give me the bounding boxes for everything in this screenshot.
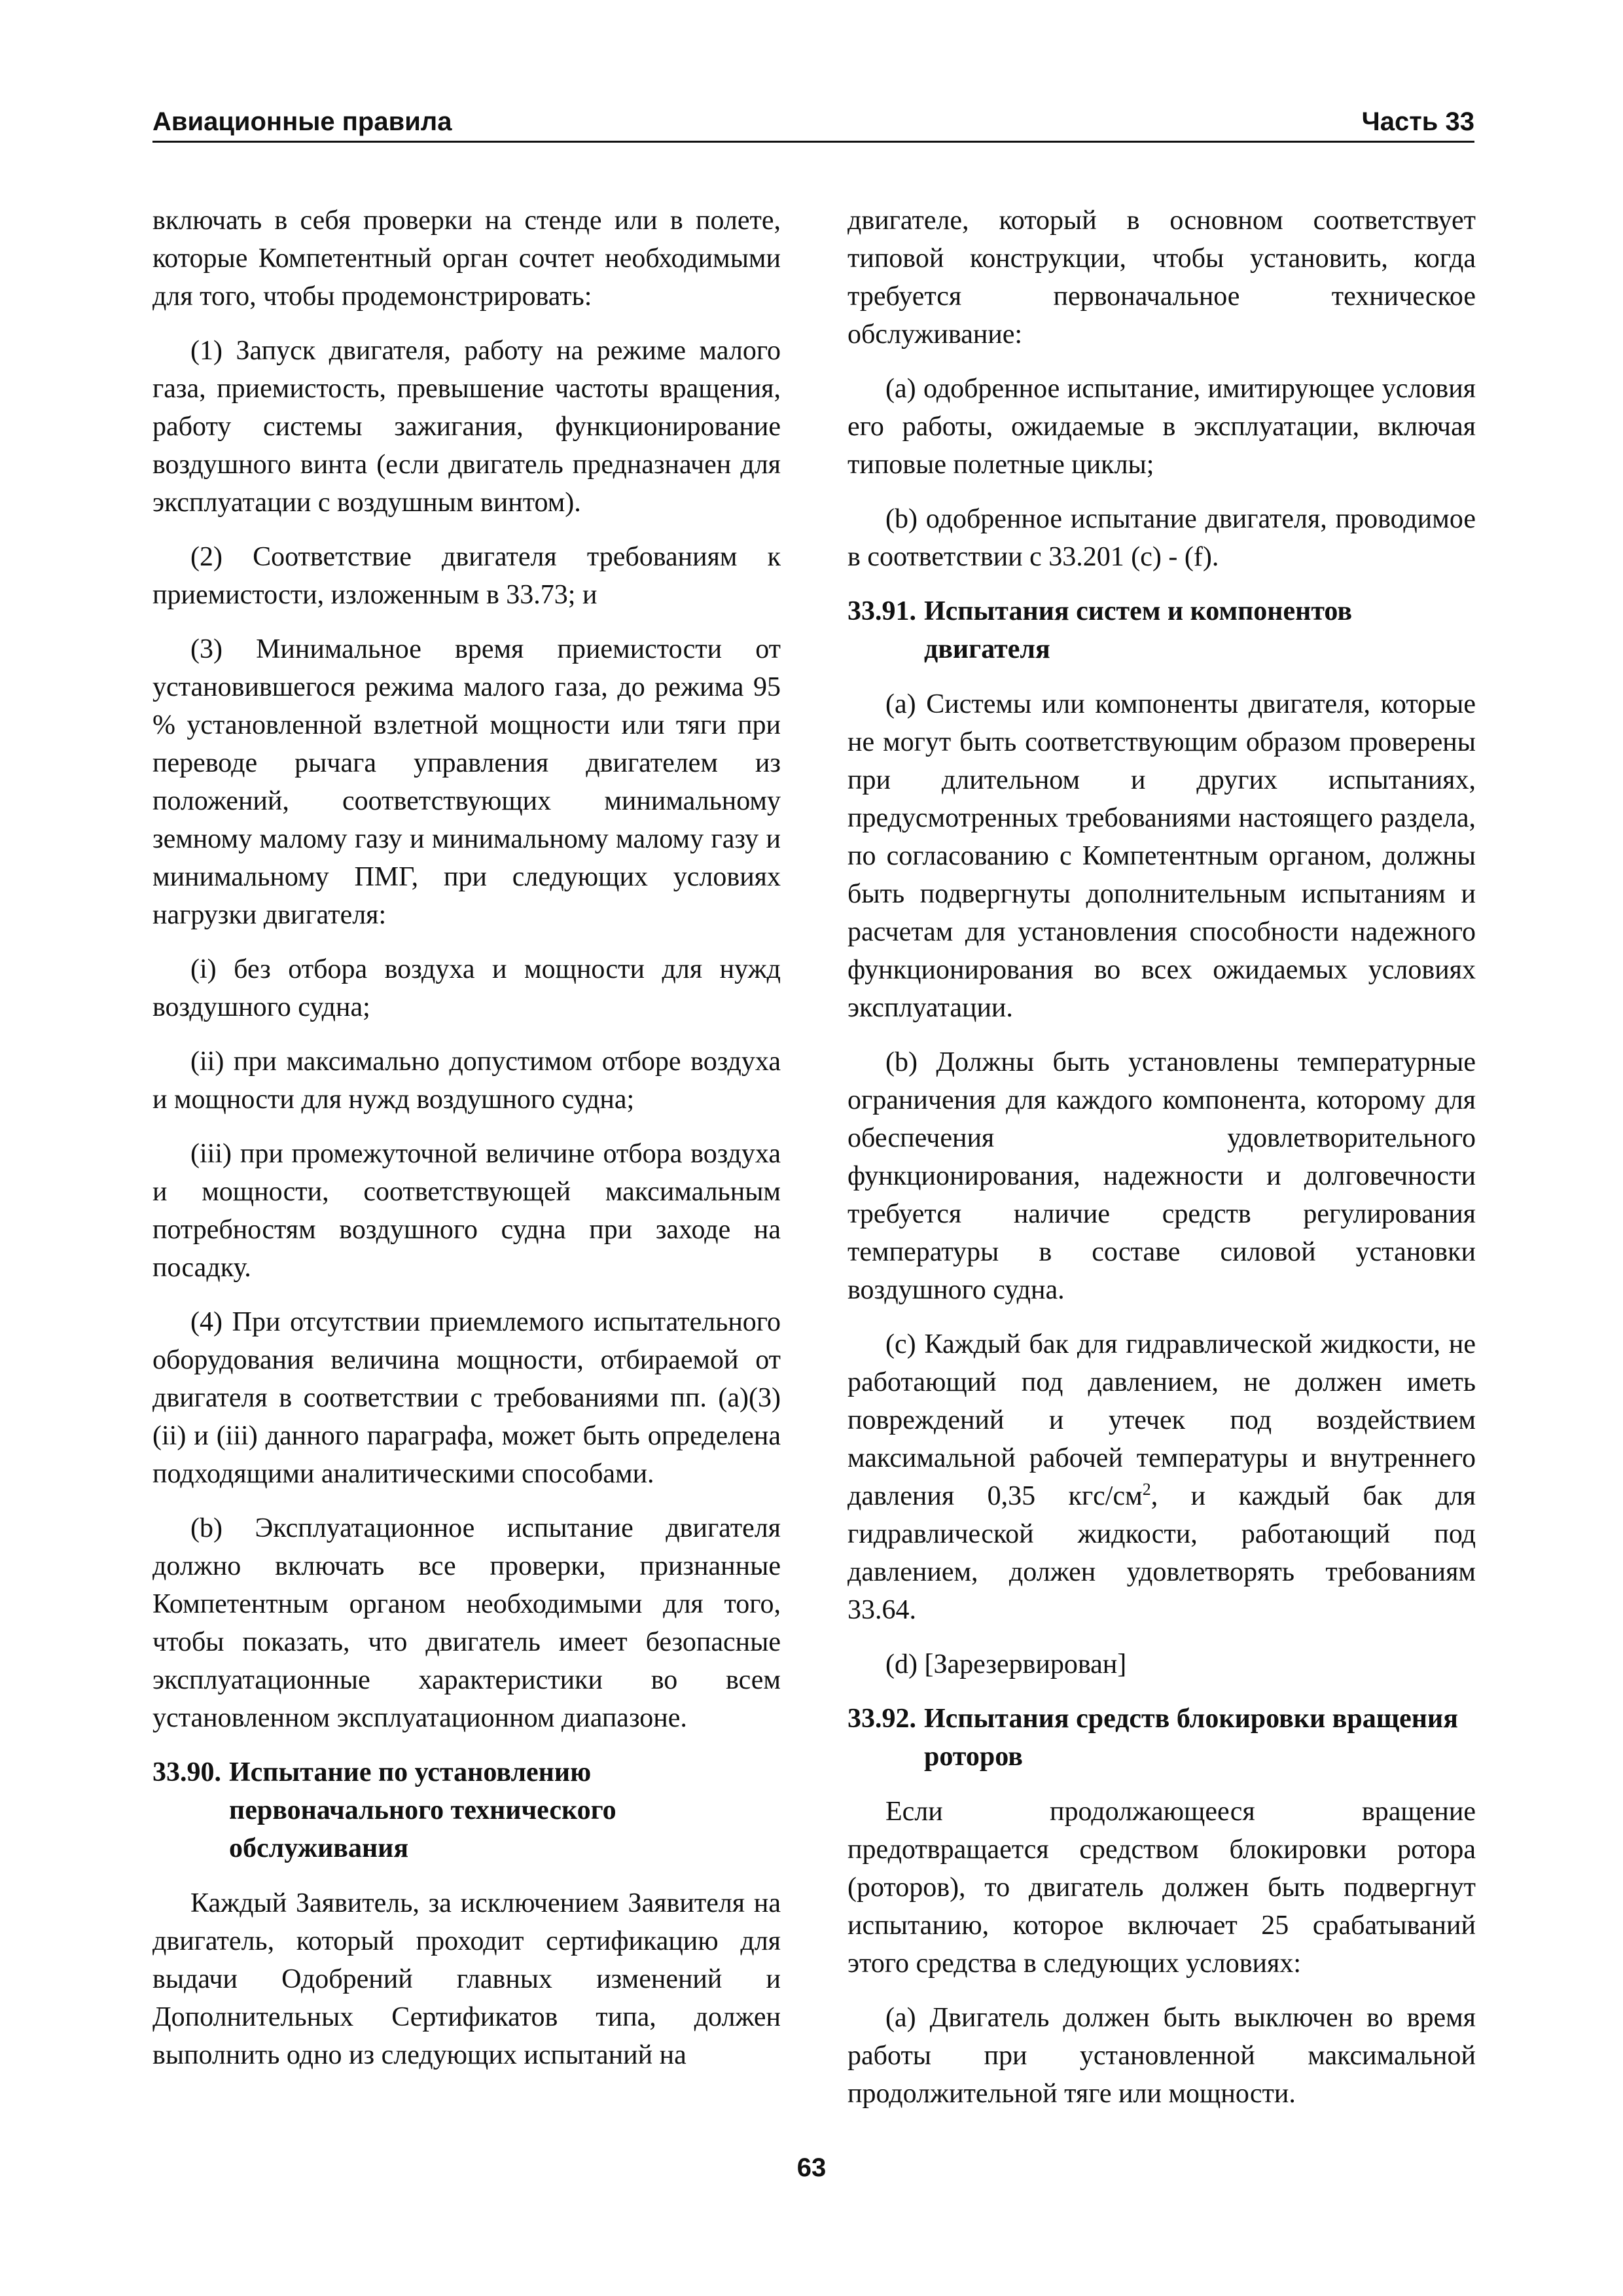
text-run: (c) Каждый бак для гидравлической жидкости, не работающий под давлением, не должен иметь повреждений и утечек под воздействием максимальной рабочей температуры и внутреннего давления 0,35 кгс/см [847, 1329, 1476, 1511]
paragraph: двигателе, который в основном соответствует типовой конструкции, чтобы установить, когда требуется первоначальное техническое обслуживание: [847, 206, 1476, 350]
paragraph: (b) Должны быть установлены температурные ограничения для каждого компонента, которому для обеспечения удовлетворительного функционирования, надежности и долговечности требуется наличие средств регулирования температуры в составе силовой установки воздушного судна. [847, 1047, 1476, 1305]
paragraph: включать в себя проверки на стенде или в полете, которые Компетентный орган сочтет необходимыми для того, чтобы продемонстрировать: [152, 206, 781, 312]
paragraph: (4) При отсутствии приемлемого испытательного оборудования величина мощности, отбираемой от двигателя в соответствии с требованиями пп. (a)(3)(ii) и (iii) данного параграфа, может быть определена подходящими аналитическими способами. [152, 1307, 781, 1489]
paragraph: (d) [Зарезервирован] [885, 1649, 1127, 1679]
paragraph: (a) Системы или компоненты двигателя, которые не могут быть соответствующим образом проверены при длительном и других испытаниях, предусмотренных требованиями настоящего раздела, по согласованию с Компетентным органом, должны быть подвергнуты дополнительным испытаниям и расчетам для установления способности надежного функционирования во всех ожидаемых условиях эксплуатации. [847, 689, 1476, 1023]
paragraph: (i) без отбора воздуха и мощности для нужд воздушного судна; [152, 954, 781, 1022]
paragraph: (3) Минимальное время приемистости от установившегося режима малого газа, до режима 95 % установленной взлетной мощности или тяги при переводе рычага управления двигателем из положений, соответствующих минимальному земному малому газу и минимальному малому газу и минимальному ПМГ, при следующих условиях нагрузки двигателя: [152, 634, 781, 930]
right-column [847, 202, 1476, 2129]
paragraph: (1) Запуск двигателя, работу на режиме малого газа, приемистость, превышение частоты вращения, работу системы зажигания, функционирование воздушного винта (если двигатель предназначен для эксплуатации с воздушным винтом). [152, 336, 781, 518]
paragraph: (b) одобренное испытание двигателя, проводимое в соответствии с 33.201 (c) - (f). [847, 504, 1476, 572]
section-heading-33-91 [847, 592, 1476, 668]
section-heading-33-90 [152, 1753, 781, 1867]
text-run: , и каждый бак для гидравлической жидкости, работающий под давлением, должен удовлетворять требованиям 33.64. [847, 1481, 1476, 1625]
section-title: Испытания систем и компонентов двигателя [924, 596, 1353, 664]
paragraph: (a) Двигатель должен быть выключен во время работы при установленной максимальной продолжительной тяге или мощности. [847, 2003, 1476, 2109]
header-part: Часть 33 [1361, 107, 1474, 136]
page-number: 63 [796, 2153, 827, 2182]
section-heading-33-92 [847, 1700, 1476, 1776]
paragraph: Если продолжающееся вращение предотвращается средством блокировки ротора (роторов), то двигатель должен быть подвергнут испытанию, которое включает 25 срабатываний этого средства в следующих условиях: [847, 1797, 1476, 1979]
paragraph: (2) Соответствие двигателя требованиям к приемистости, изложенным в 33.73; и [152, 542, 781, 610]
paragraph: (iii) при промежуточной величине отбора воздуха и мощности, соответствующей максимальным потребностям воздушного судна при заходе на посадку. [152, 1139, 781, 1283]
section-number: 33.92. [847, 1704, 916, 1734]
paragraph [847, 1325, 1476, 1629]
section-title: Испытание по установлению первоначального технического обслуживания [229, 1757, 616, 1863]
header-title: Авиационные правила [152, 107, 452, 136]
section-title: Испытания средств блокировки вращения роторов [924, 1704, 1458, 1772]
paragraph: Каждый Заявитель, за исключением Заявителя на двигатель, который проходит сертификацию для выдачи Одобрений главных изменений и Дополнительных Сертификатов типа, должен выполнить одно из следующих испытаний на [152, 1888, 781, 2070]
running-header [152, 103, 1474, 143]
paragraph: (b) Эксплуатационное испытание двигателя должно включать все проверки, признанные Компетентным органом необходимыми для того, чтобы показать, что двигатель имеет безопасные эксплуатационные характеристики во всем установленном эксплуатационном диапазоне. [152, 1513, 781, 1733]
left-column [152, 202, 781, 2090]
superscript: 2 [1142, 1480, 1151, 1499]
section-number: 33.91. [847, 596, 916, 626]
paragraph: (a) одобренное испытание, имитирующее условия его работы, ожидаемые в эксплуатации, включая типовые полетные циклы; [847, 374, 1476, 480]
paragraph: (ii) при максимально допустимом отборе воздуха и мощности для нужд воздушного судна; [152, 1047, 781, 1115]
section-number: 33.90. [152, 1757, 221, 1787]
